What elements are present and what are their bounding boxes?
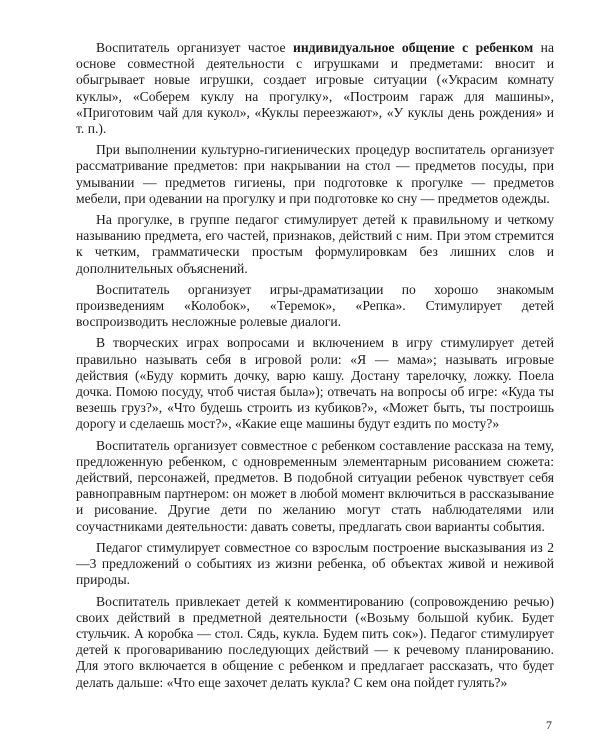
paragraph-1 (76, 40, 554, 137)
paragraph-8: Воспитатель привлекает детей к комментированию (сопровождению речью) своих действий в предметной деятельности («Возьму большой кубик. Будет стульчик. А коробка — стол. Сядь, кукла. Будем пить сок»). Педагог стимулирует детей к проговариванию последующих действий — к речевому планированию. Для этого включается в общение с ребенком и предлагает рассказать, что будет делать дальше: «Что еще захочет делать кукла? С кем она пойдет гулять?» (76, 593, 554, 690)
paragraph-2: При выполнении культурно-гигиенических процедур воспитатель организует рассматривание предметов: при накрывании на стол — предметов посуды, при умывании — предметов гигиены, при подготовке к прогулке — предметов мебели, при одевании на прогулку и при подготовке ко сну — предметов одежды. (76, 142, 554, 206)
paragraph-7: Педагог стимулирует совместное со взрослым построение высказывания из 2—3 предложений о событиях из жизни ребенка, об объектах живой и неживой природы. (76, 539, 554, 588)
paragraph-4: Воспитатель организует игры-драматизации по хорошо знакомым произведениям «Колобок», «Теремок», «Репка». Стимулирует детей воспроизводить несложные ролевые диалоги. (76, 281, 554, 330)
paragraph-5: В творческих играх вопросами и включением в игру стимулирует детей правильно называть себя в игровой роли: «Я — мама»; называть игровые действия («Буду кормить дочку, варю кашу. Достану тарелочку, ложку. Поела дочка. Помою посуду, чтоб чистая была»); отвечать на вопросы об игре: «Куда ты везешь груз?», «Что будешь строить из кубиков?», «Может быть, ты построишь дорогу и сделаешь мост?», «Какие еще машины будут ездить по мосту?» (76, 335, 554, 432)
page-number: 7 (546, 718, 552, 732)
page-body (76, 40, 554, 696)
paragraph-1-emphasis: индивидуальное общение с ребенком (293, 40, 534, 55)
paragraph-3: На прогулке, в группе педагог стимулирует детей к правильному и четкому называнию предмета, его частей, признаков, действий с ним. При этом стремится к четким, грамматически простым формулировкам без лишних слов и дополнительных объяснений. (76, 212, 554, 276)
paragraph-6: Воспитатель организует совместное с ребенком составление рассказа на тему, предложенную ребенком, с одновременным элементарным рисованием сюжета: действий, персонажей, предметов. В подобной ситуации ребенок чувствует себя равноправным партнером: он может в любой момент включиться в рассказывание и рисование. Другие дети по желанию могут стать наблюдателями или соучастниками деятельности: давать советы, предлагать свои варианты события. (76, 437, 554, 534)
paragraph-1-lead: Воспитатель организует частое (96, 40, 294, 55)
paragraph-1-rest: на основе совместной деятельности с игрушками и предметами: вносит и обыгрывает новые игрушки, создает игровые ситуации («Украсим комнату куклы», «Соберем куклу на прогулку», «Построим гараж для машины», «Приготовим чай для кукол», «Куклы переезжают», «У куклы день рождения» и т. п.). (76, 40, 554, 137)
